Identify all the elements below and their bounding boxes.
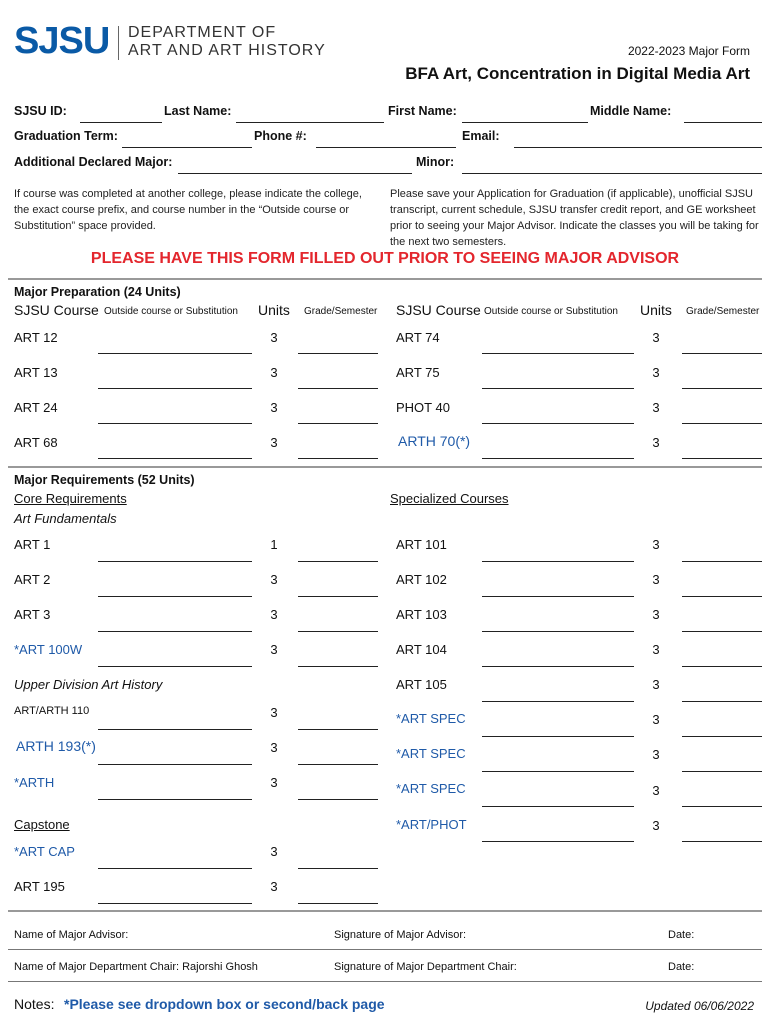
units-value: 3 [652, 783, 660, 798]
dept-name-line2: ART AND ART HISTORY [128, 42, 326, 59]
units-value: 3 [270, 572, 278, 587]
core-course: ART 3 [14, 607, 51, 622]
units-value: 3 [652, 330, 660, 345]
section-divider [8, 910, 762, 912]
grade-field[interactable] [682, 631, 762, 632]
minor-label: Minor: [416, 155, 455, 169]
outside-course-field[interactable] [98, 799, 252, 800]
outside-course-field[interactable] [482, 353, 634, 354]
units-value: 3 [270, 879, 278, 894]
outside-course-field[interactable] [482, 806, 634, 807]
units-value: 3 [652, 607, 660, 622]
outside-course-field[interactable] [482, 841, 634, 842]
specialized-course: ART 105 [396, 677, 447, 692]
grade-field[interactable] [298, 764, 378, 765]
col-head-outside-left: Outside course or Substitution [104, 306, 238, 317]
outside-course-field[interactable] [98, 666, 252, 667]
outside-course-field[interactable] [482, 701, 634, 702]
grade-field[interactable] [298, 631, 378, 632]
history-course-dropdown[interactable]: *ARTH [14, 775, 55, 790]
col-head-units-right: Units [640, 302, 672, 318]
units-value: 3 [270, 705, 278, 720]
phone-label: Phone #: [254, 129, 307, 143]
art-fundamentals-heading: Art Fundamentals [14, 511, 117, 526]
units-value: 3 [652, 818, 660, 833]
grade-field[interactable] [298, 799, 378, 800]
outside-course-field[interactable] [482, 596, 634, 597]
col-head-course-left: SJSU Course [14, 302, 99, 318]
specialized-courses-heading: Specialized Courses [390, 491, 509, 506]
units-value: 3 [270, 365, 278, 380]
specialized-course-dropdown[interactable]: *ART SPEC [396, 781, 466, 796]
col-head-grade-left: Grade/Semester [304, 306, 378, 317]
section-divider [8, 466, 762, 468]
prep-course: ART 13 [14, 365, 58, 380]
middle-name-field[interactable] [684, 122, 762, 123]
section-divider [8, 278, 762, 280]
units-value: 3 [652, 677, 660, 692]
prep-course: ART 68 [14, 435, 58, 450]
outside-course-field[interactable] [482, 423, 634, 424]
outside-course-field[interactable] [98, 388, 252, 389]
prep-course: ART 74 [396, 330, 440, 345]
form-title: BFA Art, Concentration in Digital Media Art [405, 64, 750, 83]
grade-field[interactable] [682, 423, 762, 424]
warning-banner: PLEASE HAVE THIS FORM FILLED OUT PRIOR TO SEEING MAJOR ADVISOR [90, 250, 680, 267]
updated-date: Updated 06/06/2022 [645, 999, 754, 1013]
outside-course-field[interactable] [98, 596, 252, 597]
major-prep-title: Major Preparation (24 Units) [14, 285, 181, 299]
units-value: 3 [652, 435, 660, 450]
grade-field[interactable] [682, 771, 762, 772]
units-value: 3 [652, 365, 660, 380]
graduation-term-field[interactable] [122, 147, 252, 148]
core-course: ART 2 [14, 572, 51, 587]
outside-course-field[interactable] [482, 736, 634, 737]
grade-field[interactable] [298, 388, 378, 389]
history-course-dropdown[interactable]: ARTH 193(*) [16, 738, 96, 754]
units-value: 3 [652, 537, 660, 552]
col-head-units-left: Units [258, 302, 290, 318]
grade-field[interactable] [298, 561, 378, 562]
outside-course-field[interactable] [482, 458, 634, 459]
col-head-outside-right: Outside course or Substitution [484, 306, 618, 317]
grade-field[interactable] [682, 701, 762, 702]
specialized-course: ART 101 [396, 537, 447, 552]
units-value: 3 [270, 435, 278, 450]
first-name-field[interactable] [462, 122, 588, 123]
email-label: Email: [462, 129, 500, 143]
grade-field[interactable] [682, 736, 762, 737]
sjsu-id-label: SJSU ID: [14, 104, 67, 118]
outside-course-field[interactable] [98, 458, 252, 459]
grade-field[interactable] [298, 596, 378, 597]
chair-signature-label: Signature of Major Department Chair: [334, 961, 517, 973]
outside-course-field[interactable] [98, 423, 252, 424]
units-value: 3 [270, 642, 278, 657]
capstone-course-dropdown[interactable]: *ART CAP [14, 844, 75, 859]
additional-major-field[interactable] [178, 173, 412, 174]
specialized-course-dropdown[interactable]: *ART SPEC [396, 746, 466, 761]
prep-course: ART 75 [396, 365, 440, 380]
grade-field[interactable] [682, 841, 762, 842]
chair-name-label: Name of Major Department Chair: Rajorshi Ghosh [14, 961, 258, 973]
email-field[interactable] [514, 147, 762, 148]
core-requirements-heading: Core Requirements [14, 491, 127, 506]
outside-course-field[interactable] [482, 388, 634, 389]
col-head-course-right: SJSU Course [396, 302, 481, 318]
advisor-signature-label: Signature of Major Advisor: [334, 929, 467, 941]
grade-field[interactable] [298, 666, 378, 667]
grade-field[interactable] [298, 423, 378, 424]
grade-field[interactable] [682, 666, 762, 667]
phone-field[interactable] [316, 147, 456, 148]
notes-label: Notes: [14, 996, 55, 1012]
units-value: 3 [652, 712, 660, 727]
units-value: 3 [270, 844, 278, 859]
specialized-course: ART 103 [396, 607, 447, 622]
first-name-label: First Name: [388, 104, 457, 118]
chair-date-label: Date: [668, 961, 695, 973]
units-value: 3 [270, 607, 278, 622]
outside-course-field[interactable] [98, 903, 252, 904]
grade-field[interactable] [682, 353, 762, 354]
capstone-course: ART 195 [14, 879, 65, 894]
grade-field[interactable] [682, 561, 762, 562]
units-value: 3 [652, 642, 660, 657]
logo-divider [118, 26, 119, 60]
units-value: 3 [270, 775, 278, 790]
prep-course: ART 24 [14, 400, 58, 415]
graduation-term-label: Graduation Term: [14, 129, 118, 143]
outside-course-field[interactable] [98, 868, 252, 869]
specialized-course-dropdown[interactable]: *ART/PHOT [396, 817, 467, 832]
core-course: ART 1 [14, 537, 51, 552]
col-head-grade-right: Grade/Semester [686, 306, 760, 317]
grade-field[interactable] [682, 596, 762, 597]
specialized-course-dropdown[interactable]: *ART SPEC [396, 711, 466, 726]
upper-division-heading: Upper Division Art History [14, 677, 163, 692]
grade-field[interactable] [298, 458, 378, 459]
last-name-label: Last Name: [164, 104, 232, 118]
history-course: ART/ARTH 110 [14, 705, 90, 717]
outside-course-field[interactable] [482, 561, 634, 562]
specialized-course: ART 104 [396, 642, 447, 657]
signature-line[interactable] [8, 949, 762, 950]
outside-course-instructions: If course was completed at another college, please indicate the college, the exact course prefix, and course number in the “Outside course or Substitution” space provided. [14, 188, 362, 232]
prep-course: PHOT 40 [396, 400, 450, 415]
sjsu-id-field[interactable] [80, 122, 162, 123]
grade-field[interactable] [298, 729, 378, 730]
advisor-date-label: Date: [668, 929, 695, 941]
units-value: 3 [652, 400, 660, 415]
units-value: 3 [652, 747, 660, 762]
grade-field[interactable] [682, 806, 762, 807]
signature-line[interactable] [8, 981, 762, 982]
units-value: 3 [270, 400, 278, 415]
capstone-heading: Capstone [14, 817, 70, 832]
dept-name-line1: DEPARTMENT OF [128, 24, 277, 41]
outside-course-field[interactable] [482, 666, 634, 667]
last-name-field[interactable] [236, 122, 384, 123]
middle-name-label: Middle Name: [590, 104, 672, 118]
units-value: 3 [652, 572, 660, 587]
major-req-title: Major Requirements (52 Units) [14, 473, 195, 487]
grade-field[interactable] [682, 388, 762, 389]
form-year: 2022-2023 Major Form [627, 44, 750, 58]
prep-course-dropdown[interactable]: ARTH 70(*) [398, 433, 471, 449]
advisor-name-label: Name of Major Advisor: [14, 929, 129, 941]
outside-course-field[interactable] [482, 631, 634, 632]
save-documents-instructions: Please save your Application for Graduation (if applicable), unofficial SJSU transcript, current schedule, SJSU transfer credit report, and GE worksheet prior to seeing your Major Advisor. Indicate the classes you will be taking for the next two semesters. [390, 188, 759, 248]
grade-field[interactable] [682, 458, 762, 459]
units-value: 1 [270, 537, 278, 552]
sjsu-logo: SJSU [14, 20, 110, 62]
grade-field[interactable] [298, 868, 378, 869]
grade-field[interactable] [298, 903, 378, 904]
additional-major-label: Additional Declared Major: [14, 155, 173, 169]
outside-course-field[interactable] [98, 729, 252, 730]
grade-field[interactable] [298, 353, 378, 354]
outside-course-field[interactable] [98, 561, 252, 562]
prep-course: ART 12 [14, 330, 58, 345]
outside-course-field[interactable] [482, 771, 634, 772]
units-value: 3 [270, 740, 278, 755]
outside-course-field[interactable] [98, 764, 252, 765]
outside-course-field[interactable] [98, 353, 252, 354]
units-value: 3 [270, 330, 278, 345]
core-course-dropdown[interactable]: *ART 100W [14, 642, 83, 657]
notes-message: *Please see dropdown box or second/back page [64, 996, 385, 1012]
minor-field[interactable] [462, 173, 762, 174]
specialized-course: ART 102 [396, 572, 447, 587]
outside-course-field[interactable] [98, 631, 252, 632]
